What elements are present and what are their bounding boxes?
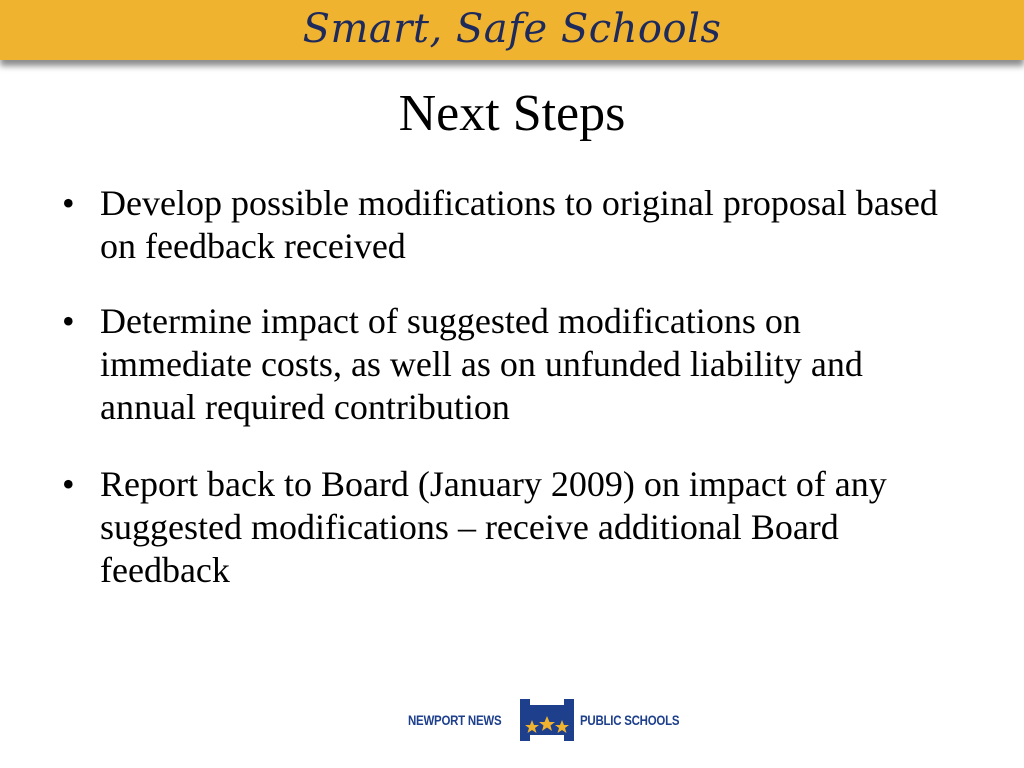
banner-title: Smart, Safe Schools — [302, 6, 722, 52]
bullet-text: Develop possible modifications to original proposal based on feedback received — [100, 183, 938, 266]
bullet-dot-icon: • — [62, 464, 75, 504]
header-banner — [0, 0, 1024, 60]
bullet-dot-icon: • — [62, 301, 75, 341]
logo-right-text: PUBLIC SCHOOLS — [579, 712, 680, 728]
nn-stars-emblem-icon — [518, 699, 576, 741]
bullet-text: Determine impact of suggested modifications on immediate costs, as well as on unfunded liability and annual required contribution — [100, 301, 863, 427]
bullet-item — [62, 300, 942, 429]
slide-title: Next Steps — [398, 85, 626, 142]
logo-left-text: NEWPORT NEWS — [408, 712, 502, 728]
bullet-item — [62, 463, 942, 592]
district-logo — [408, 698, 680, 742]
bullet-text: Report back to Board (January 2009) on impact of any suggested modifications – receive additional Board feedback — [100, 464, 887, 590]
bullet-item — [62, 182, 942, 268]
bullet-dot-icon: • — [62, 183, 75, 223]
bullet-list — [62, 182, 942, 624]
